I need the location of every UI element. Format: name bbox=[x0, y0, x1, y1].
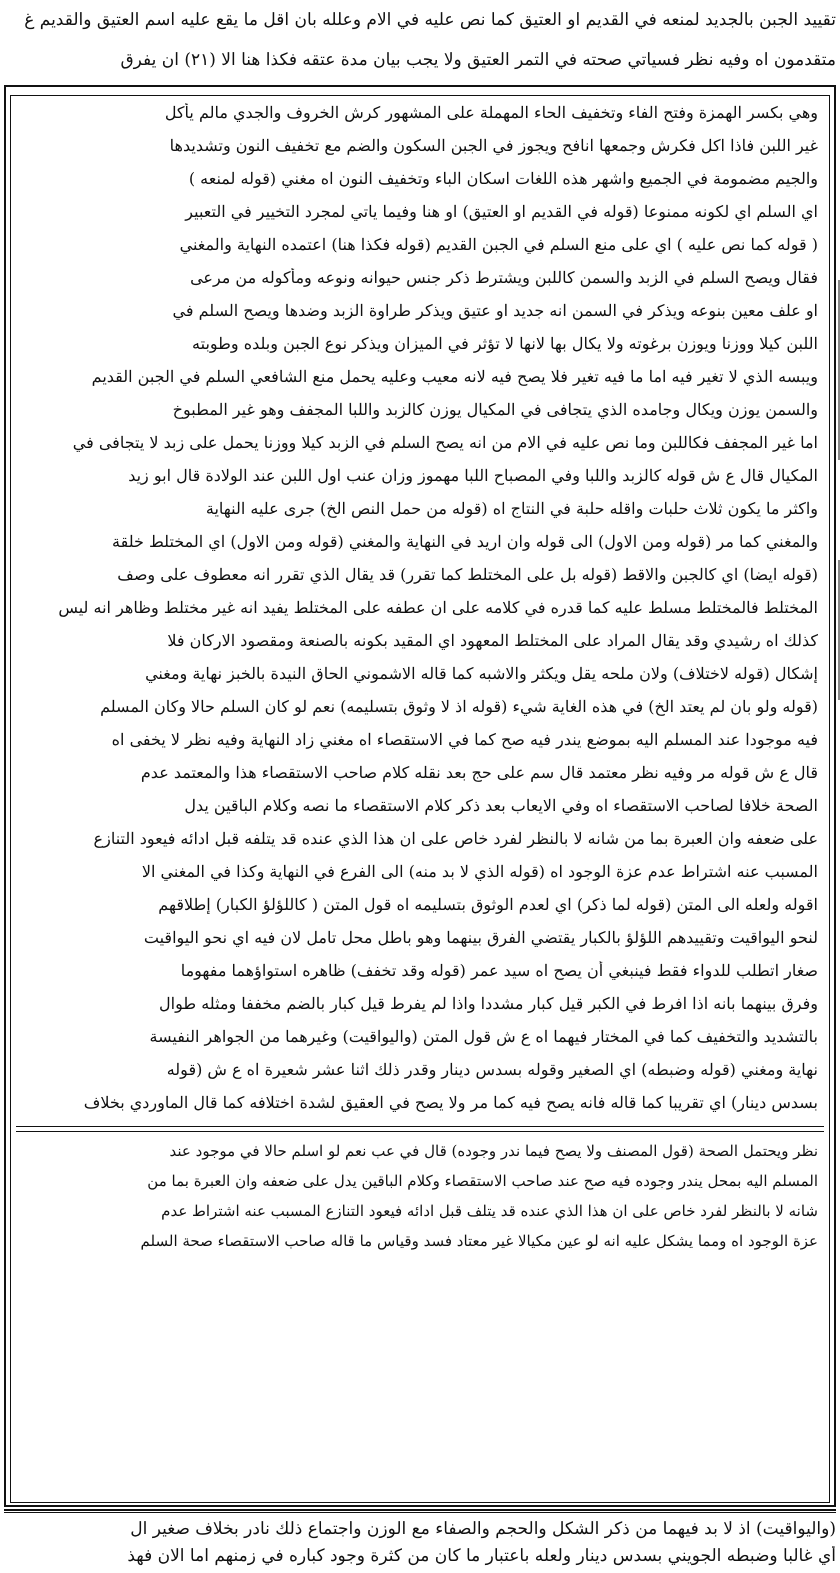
commentary-line: والمغني كما مر (قوله ومن الاول) الى قوله وان اريد في النهاية والمغني (قوله ومن الاول) اي المختلط خلقة bbox=[112, 532, 818, 551]
commentary-line: قال ع ش قوله مر وفيه نظر معتمد قال سم على حج بعد نقله كلام صاحب الاستقصاء هذا والمعتمد عدم bbox=[140, 763, 818, 782]
commentary-line: ( قوله كما نص عليه ) اي على منع السلم في الجبن القديم (قوله فكذا هنا) اعتمده النهاية والمغني bbox=[179, 235, 818, 254]
commentary-line: واكثر ما يكون ثلاث حلبات واقله حلبة في النتاج اه (قوله من حمل النص الخ) جرى عليه النهاية bbox=[205, 499, 818, 518]
commentary-line: اي السلم اي لكونه ممنوعا (قوله في القديم او العتيق) او هنا وفيما ياتي لمجرد التخيير في التعبير bbox=[185, 202, 818, 221]
commentary-line: اللبن كيلا ووزنا ويوزن برغوته ولا يكال بها لانها لا تؤثر في الميزان ويذكر نوع الجبن وبلده وطوبته bbox=[192, 334, 818, 353]
footnote-line: شانه لا بالنظر لفرد خاص على ان هذا الذي عنده قد يتلف قبل ادائه فيعود التنازع المسبب عنه اشتراط عدم bbox=[161, 1202, 818, 1220]
commentary-line: غير اللبن فاذا اكل فكرش وجمعها انافح ويجوز في الجبن السكون والضم مع تخفيف النون وتشديدها bbox=[169, 136, 818, 155]
commentary-line: كذلك اه رشيدي وقد يقال المراد على المختلط المعهود اي المقيد بكونه بالصنعة ومقصود الاركان فلا bbox=[167, 631, 818, 650]
footnote-line: عزة الوجود اه ومما يشكل عليه انه لو عين مكيالا غير معتاد فسد وقياس ما قاله صاحب الاستقصاء صحة السلم bbox=[140, 1232, 818, 1250]
commentary-line: الصحة خلافا لصاحب الاستقصاء اه وفي الايعاب بعد ذكر كلام الاستقصاء ما نصه وكلام الباقين يدل bbox=[184, 796, 818, 815]
commentary-line: المختلط فالمختلط مسلط عليه كما قدره في كلامه على ان عطفه على المختلط يفيد انه غير مختلط وظاهر انه ليس bbox=[58, 598, 818, 617]
commentary-line: (قوله ولو بان لم يعتد الخ) في هذه الغاية شيء (قوله اذ لا وثوق بتسليمه) نعم لو كان السلم حالا وكان المسلم bbox=[100, 697, 818, 716]
commentary-line: بسدس دينار) اي تقريبا كما قاله فانه يصح فيه كما مر ولا يصح في العقيق لشدة اختلافه كما قال الماوردي بخلاف bbox=[83, 1093, 818, 1112]
main-text-line: تقييد الجبن بالجديد لمنعه في القديم او العتيق كما نص عليه في الام وعلله بان اقل ما يقع عليه اسم العتيق والقديم غ bbox=[24, 10, 836, 30]
commentary-line: صغار اتطلب للدواء فقط فينبغي أن يصح اه سيد عمر (قوله وقد تخفف) ظاهره استواؤهما مفهوما bbox=[180, 961, 818, 980]
commentary-line: المسبب عنه اشتراط عدم عزة الوجود اه (قوله الذي لا بد منه) الى الفرع في النهاية وكذا في المغني الا bbox=[141, 862, 818, 881]
commentary-line: لنحو اليواقيت وتقييدهم اللؤلؤ بالكبار يقتضي الفرق بينهما وهو باطل محل تامل لان فيه اي نحو اليواقيت bbox=[143, 928, 818, 947]
commentary-line: او علف معين بنوعه ويذكر في السمن انه جديد او عتيق ويذكر طراوة الزبد وضدها ويصح السلم في bbox=[172, 301, 818, 320]
commentary-line: بالتشديد والتخفيف كما في المختار فيهما اه ع ش قول المتن (واليواقيت) وغيرهما من الجواهر النفيسة bbox=[149, 1027, 818, 1046]
main-text-line: (واليواقيت) اذ لا بد فيهما من ذكر الشكل والحجم والصفاء مع الوزن واجتماع ذلك نادر بخلاف صغير ال bbox=[130, 1519, 836, 1539]
commentary-line: وفرق بينهما بانه اذا افرط في الكبر قيل كبار مشددا واذا لم يفرط قيل كبار بالضم مخففا ومثله طوال bbox=[159, 994, 818, 1013]
commentary-line: نهاية ومغني (قوله وضبطه) اي الصغير وقوله بسدس دينار وقدر ذلك اثنا عشر شعيرة اه ع ش (قوله bbox=[166, 1060, 818, 1079]
commentary-line: والسمن يوزن ويكال وجامده الذي يتجافى في المكيال يوزن كالزبد واللبا المجفف وهو غير المطبوخ bbox=[172, 400, 818, 419]
commentary-line: على ضعفه وان العبرة بما من شانه لا بالنظر لفرد خاص على ان هذا الذي عنده قد يتلفه قبل ادائه فيعود التنازع bbox=[93, 829, 818, 848]
section-divider bbox=[16, 1126, 824, 1127]
commentary-line: وهي بكسر الهمزة وفتح الفاء وتخفيف الحاء المهملة على المشهور كرش الخروف والجدي مالم يأكل bbox=[164, 103, 818, 122]
commentary-line: اقوله ولعله الى المتن (قوله لما ذكر) اي لعدم الوثوق بتسليمه اه قول المتن ( كاللؤلؤ الكبار) إطلاقهم bbox=[158, 895, 818, 914]
footnote-line: المسلم اليه بمحل يندر وجوده فيه صح عند صاحب الاستقصاء وكلام الباقين يدل على ضعفه وان العبرة بما من bbox=[147, 1172, 818, 1190]
commentary-line: اما غير المجفف فكاللبن وما نص عليه في الام من انه يصح السلم في الزبد كيلا ووزنا يحمل على زبد لا يتجافى في bbox=[72, 433, 818, 452]
commentary-line: (قوله ايضا) اي كالجبن والاقط (قوله بل على المختلط كما تقرر) قد يقال الذي تقرر انه معطوف على وصف bbox=[117, 565, 818, 584]
commentary-line: والجيم مضمومة في الجميع واشهر هذه اللغات اسكان الباء وتخفيف النون اه مغني (قوله لمنعه ) bbox=[188, 169, 818, 188]
main-text-line: متقدمون اه وفيه نظر فسياتي صحته في التمر العتيق ولا يجب بيان مدة عتقه فكذا هنا الا (٢١) ان يفرق bbox=[120, 50, 836, 70]
commentary-line: فيه موجودا عند المسلم اليه بموضع يندر فيه صح كما في الاستقصاء اه مغني زاد النهاية وفيه نظر لا يخفى اه bbox=[111, 730, 818, 749]
frame-bottom-rule bbox=[4, 1509, 836, 1513]
commentary-line: المكيال قال ع ش قوله كالزبد واللبا وفي المصباح اللبا مهموز وزان عنب اول اللبن عند الولادة قال ابو زيد bbox=[128, 466, 818, 485]
commentary-line: إشكال (قوله لاختلاف) ولان ملحه يقل ويكثر والاشبه كما قاله الاشموني الحاق النيدة بالخبز نهاية ومغني bbox=[145, 664, 818, 683]
commentary-line: فقال ويصح السلم في الزبد والسمن كاللبن ويشترط ذكر جنس حيوانه ونوعه ومأكوله من مرعى bbox=[190, 268, 818, 287]
section-divider bbox=[16, 1131, 824, 1132]
footnote-line: نظر ويحتمل الصحة (قول المصنف ولا يصح فيما ندر وجوده) قال في عب نعم لو اسلم حالا في موجود عند bbox=[169, 1142, 818, 1160]
main-text-line: أي غالبا وضبطه الجويني بسدس دينار ولعله باعتبار ما كان من كثرة وجود كباره في زمنهم اما الان فهذ bbox=[127, 1546, 836, 1566]
commentary-line: ويبسه الذي لا تغير فيه اما ما فيه تغير فلا يصح فيه لانه معيب وعليه يحمل منع الشافعي السلم في الجبن القديم bbox=[91, 367, 818, 386]
